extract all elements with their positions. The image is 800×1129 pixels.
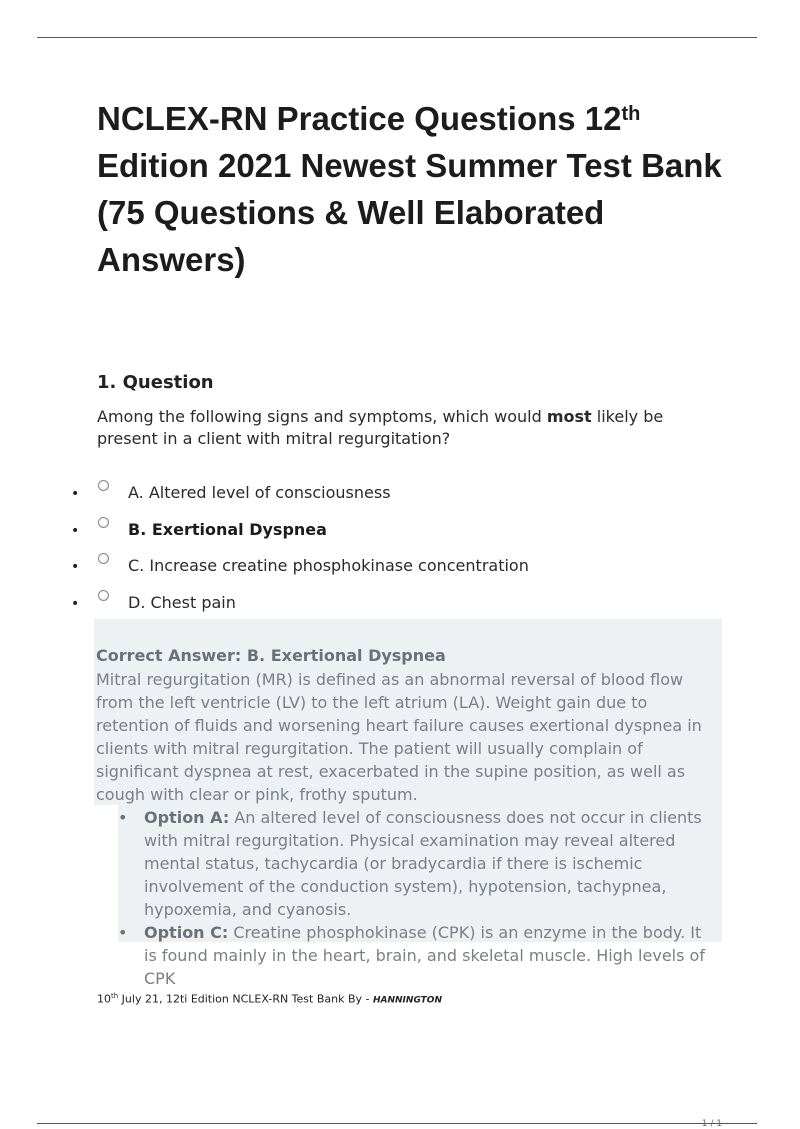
option-label: B. Exertional Dyspnea <box>128 519 327 539</box>
page-number: 1 / 1 <box>701 1119 722 1129</box>
header-rule <box>37 37 757 38</box>
option-notes <box>118 806 718 990</box>
page-footer: 10th July 21, 12ti Edition NCLEX-RN Test Bank By - HANNINGTON <box>97 992 442 1006</box>
option-note-text: An altered level of consciousness does not occur in clients with mitral regurgitation. Physical examination may reveal altered mental status, tachycardia (or bradycardia if there is ischemic involvement of the conduction system), hypotension, tachypnea, hypoxemia, and cyanosis. <box>144 808 702 919</box>
option-note-text: Creatine phosphokinase (CPK) is an enzyme in the body. It is found mainly in the heart, brain, and skeletal muscle. High levels of CPK <box>144 923 705 988</box>
answer-explanation: Mitral regurgitation (MR) is defined as an abnormal reversal of blood flow from the left ventricle (LV) to the left atrium (LA). Weight gain due to retention of fluids and worsening heart failure causes exertional dyspnea in clients with mitral regurgitation. The patient will usually complain of significant dyspnea at rest, exacerbated in the supine position, as well as cough with clear or pink, frothy sputum. <box>96 670 702 804</box>
bullet: • <box>118 923 128 942</box>
question-heading: 1. Question <box>97 372 214 393</box>
option-c[interactable] <box>0 547 800 584</box>
bullet: • <box>118 808 128 827</box>
option-a[interactable] <box>0 474 800 511</box>
option-b[interactable] <box>0 511 800 548</box>
radio-button[interactable] <box>98 480 109 491</box>
bullet: • <box>71 559 80 575</box>
option-note-lead: Option C: <box>144 923 229 942</box>
radio-button[interactable] <box>98 553 109 564</box>
bullet: • <box>71 522 80 539</box>
answer-options <box>0 474 800 620</box>
radio-button[interactable] <box>98 590 109 601</box>
correct-answer-title: Correct Answer: B. Exertional Dyspnea <box>96 646 446 665</box>
option-note <box>118 806 718 921</box>
option-label: A. Altered level of consciousness <box>128 483 391 502</box>
footer-rule <box>37 1123 757 1124</box>
bullet: • <box>71 486 80 502</box>
option-label: D. Chest pain <box>128 592 236 612</box>
option-note <box>118 921 718 990</box>
radio-button[interactable] <box>98 517 109 528</box>
footer-author: HANNINGTON <box>373 995 442 1006</box>
option-d[interactable] <box>0 584 800 621</box>
bullet: • <box>71 595 80 612</box>
question-text: Among the following signs and symptoms, which would most likely be present in a client with mitral regurgitation? <box>97 407 664 448</box>
option-label: C. Increase creatine phosphokinase concentration <box>128 556 529 575</box>
option-note-lead: Option A: <box>144 808 230 827</box>
document-title: NCLEX-RN Practice Questions 12th Edition 2021 Newest Summer Test Bank (75 Questions & Well Elaborated Answers) <box>97 100 722 278</box>
